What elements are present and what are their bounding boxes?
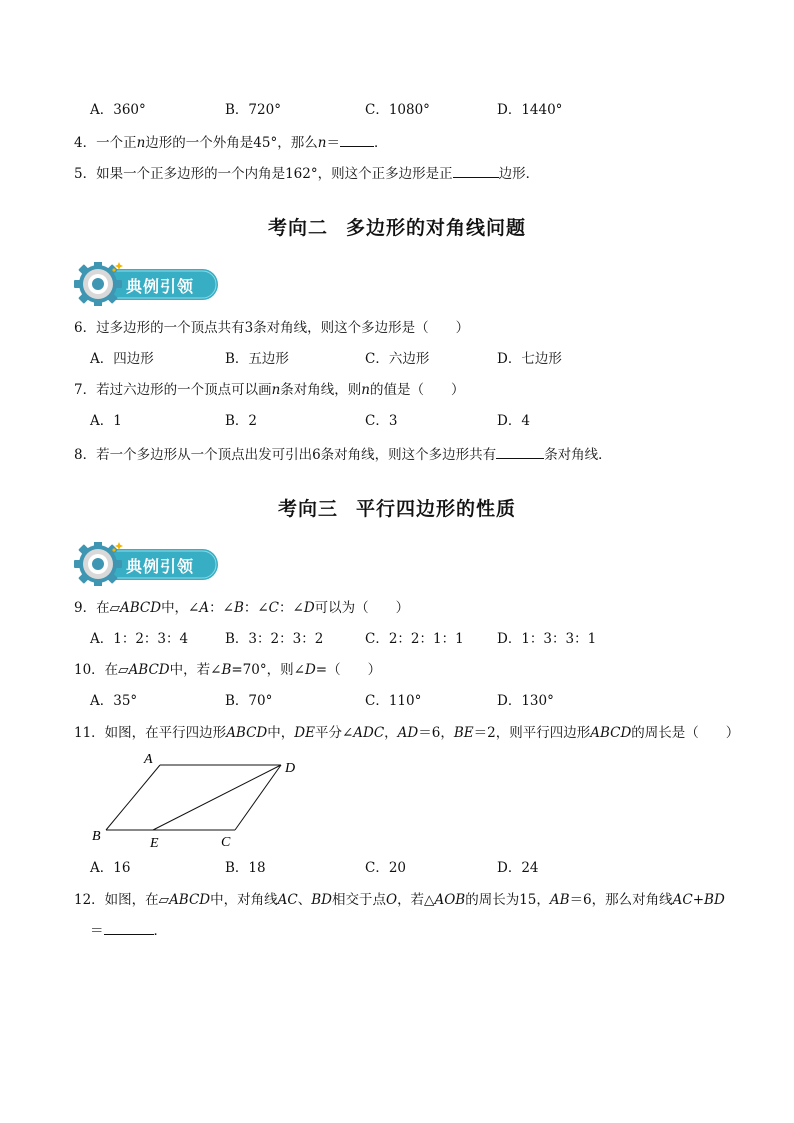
label-b: B <box>92 829 101 844</box>
answer-blank[interactable] <box>104 920 154 935</box>
q6-option-b[interactable]: B．五边形 <box>225 351 289 367</box>
label-d: D <box>285 761 296 776</box>
section-title: 考向三 平行四边形的性质 <box>277 498 517 520</box>
question-10: 10．在▱ABCD中，若∠B=70°，则∠D=（ ） <box>74 662 382 678</box>
q6-option-a[interactable]: A．四边形 <box>90 351 154 367</box>
question-9: 9．在▱ABCD中，∠A：∠B：∠C：∠D可以为（ ） <box>74 600 410 616</box>
answer-blank[interactable] <box>453 163 499 178</box>
q11-option-d[interactable]: D．24 <box>497 860 539 876</box>
q7-option-d[interactable]: D．4 <box>497 413 530 429</box>
q10-option-d[interactable]: D．130° <box>497 693 554 709</box>
badge-label: 典例引领 <box>126 557 195 576</box>
question-12: 12．如图，在▱ABCD中，对角线AC、BD相交于点O，若△AOB的周长为15，AB＝6，那么对角线AC+BD <box>74 892 725 908</box>
label-a: A <box>144 752 153 767</box>
question-7: 7．若过六边形的一个顶点可以画n条对角线，则n的值是（ ） <box>74 382 465 398</box>
q9-options <box>90 629 710 649</box>
segment-de <box>153 765 281 830</box>
side-dc <box>235 765 281 830</box>
q6-option-c[interactable]: C．六边形 <box>365 351 430 367</box>
answer-blank[interactable] <box>496 444 544 459</box>
q10-option-b[interactable]: B．70° <box>225 693 273 709</box>
q9-option-a[interactable]: A．1：2：3：4 <box>90 631 189 647</box>
question-5: 5．如果一个正多边形的一个内角是162°，则这个正多边形是正 边形． <box>74 163 539 184</box>
q3-option-a[interactable]: A．360° <box>90 102 146 118</box>
q7-option-b[interactable]: B．2 <box>225 413 258 429</box>
parallelogram-diagram <box>88 748 308 852</box>
question-12-continued: ＝ ． <box>90 920 167 941</box>
question-8: 8．若一个多边形从一个顶点出发可引出6条对角线，则这个多边形共有 条对角线． <box>74 444 612 465</box>
q7-options <box>90 411 710 431</box>
example-badge <box>74 262 220 306</box>
question-6: 6．过多边形的一个顶点共有3条对角线，则这个多边形是（ ） <box>74 320 470 336</box>
q3-option-c[interactable]: C．1080° <box>365 102 430 118</box>
badge-label: 典例引领 <box>126 277 195 296</box>
q6-options <box>90 349 710 369</box>
q11-options <box>90 858 710 878</box>
section-title: 考向二 多边形的对角线问题 <box>267 217 527 239</box>
q9-option-c[interactable]: C．2：2：1：1 <box>365 631 464 647</box>
q11-option-c[interactable]: C．20 <box>365 860 407 876</box>
label-e: E <box>150 836 159 851</box>
q7-option-c[interactable]: C．3 <box>365 413 398 429</box>
q9-option-b[interactable]: B．3：2：3：2 <box>225 631 324 647</box>
side-ba <box>106 765 160 830</box>
q11-option-b[interactable]: B．18 <box>225 860 266 876</box>
question-11: 11．如图，在平行四边形ABCD中，DE平分∠ADC，AD＝6，BE＝2，则平行四边形ABCD的周长是（ ） <box>74 725 740 741</box>
q10-option-a[interactable]: A．35° <box>90 693 138 709</box>
q3-option-b[interactable]: B．720° <box>225 102 281 118</box>
answer-blank[interactable] <box>340 132 374 147</box>
example-badge <box>74 542 220 586</box>
parallelogram-figure <box>88 748 308 852</box>
q10-options <box>90 691 710 711</box>
q3-option-d[interactable]: D．1440° <box>497 102 563 118</box>
q6-option-d[interactable]: D．七边形 <box>497 351 562 367</box>
q7-option-a[interactable]: A．1 <box>90 413 122 429</box>
q3-options <box>90 100 710 120</box>
label-c: C <box>221 835 231 850</box>
q10-option-c[interactable]: C．110° <box>365 693 422 709</box>
q11-option-a[interactable]: A．16 <box>90 860 131 876</box>
q9-option-d[interactable]: D．1：3：3：1 <box>497 631 597 647</box>
question-4: 4．一个正n边形的一个外角是45°，那么n＝ ． <box>74 132 387 153</box>
